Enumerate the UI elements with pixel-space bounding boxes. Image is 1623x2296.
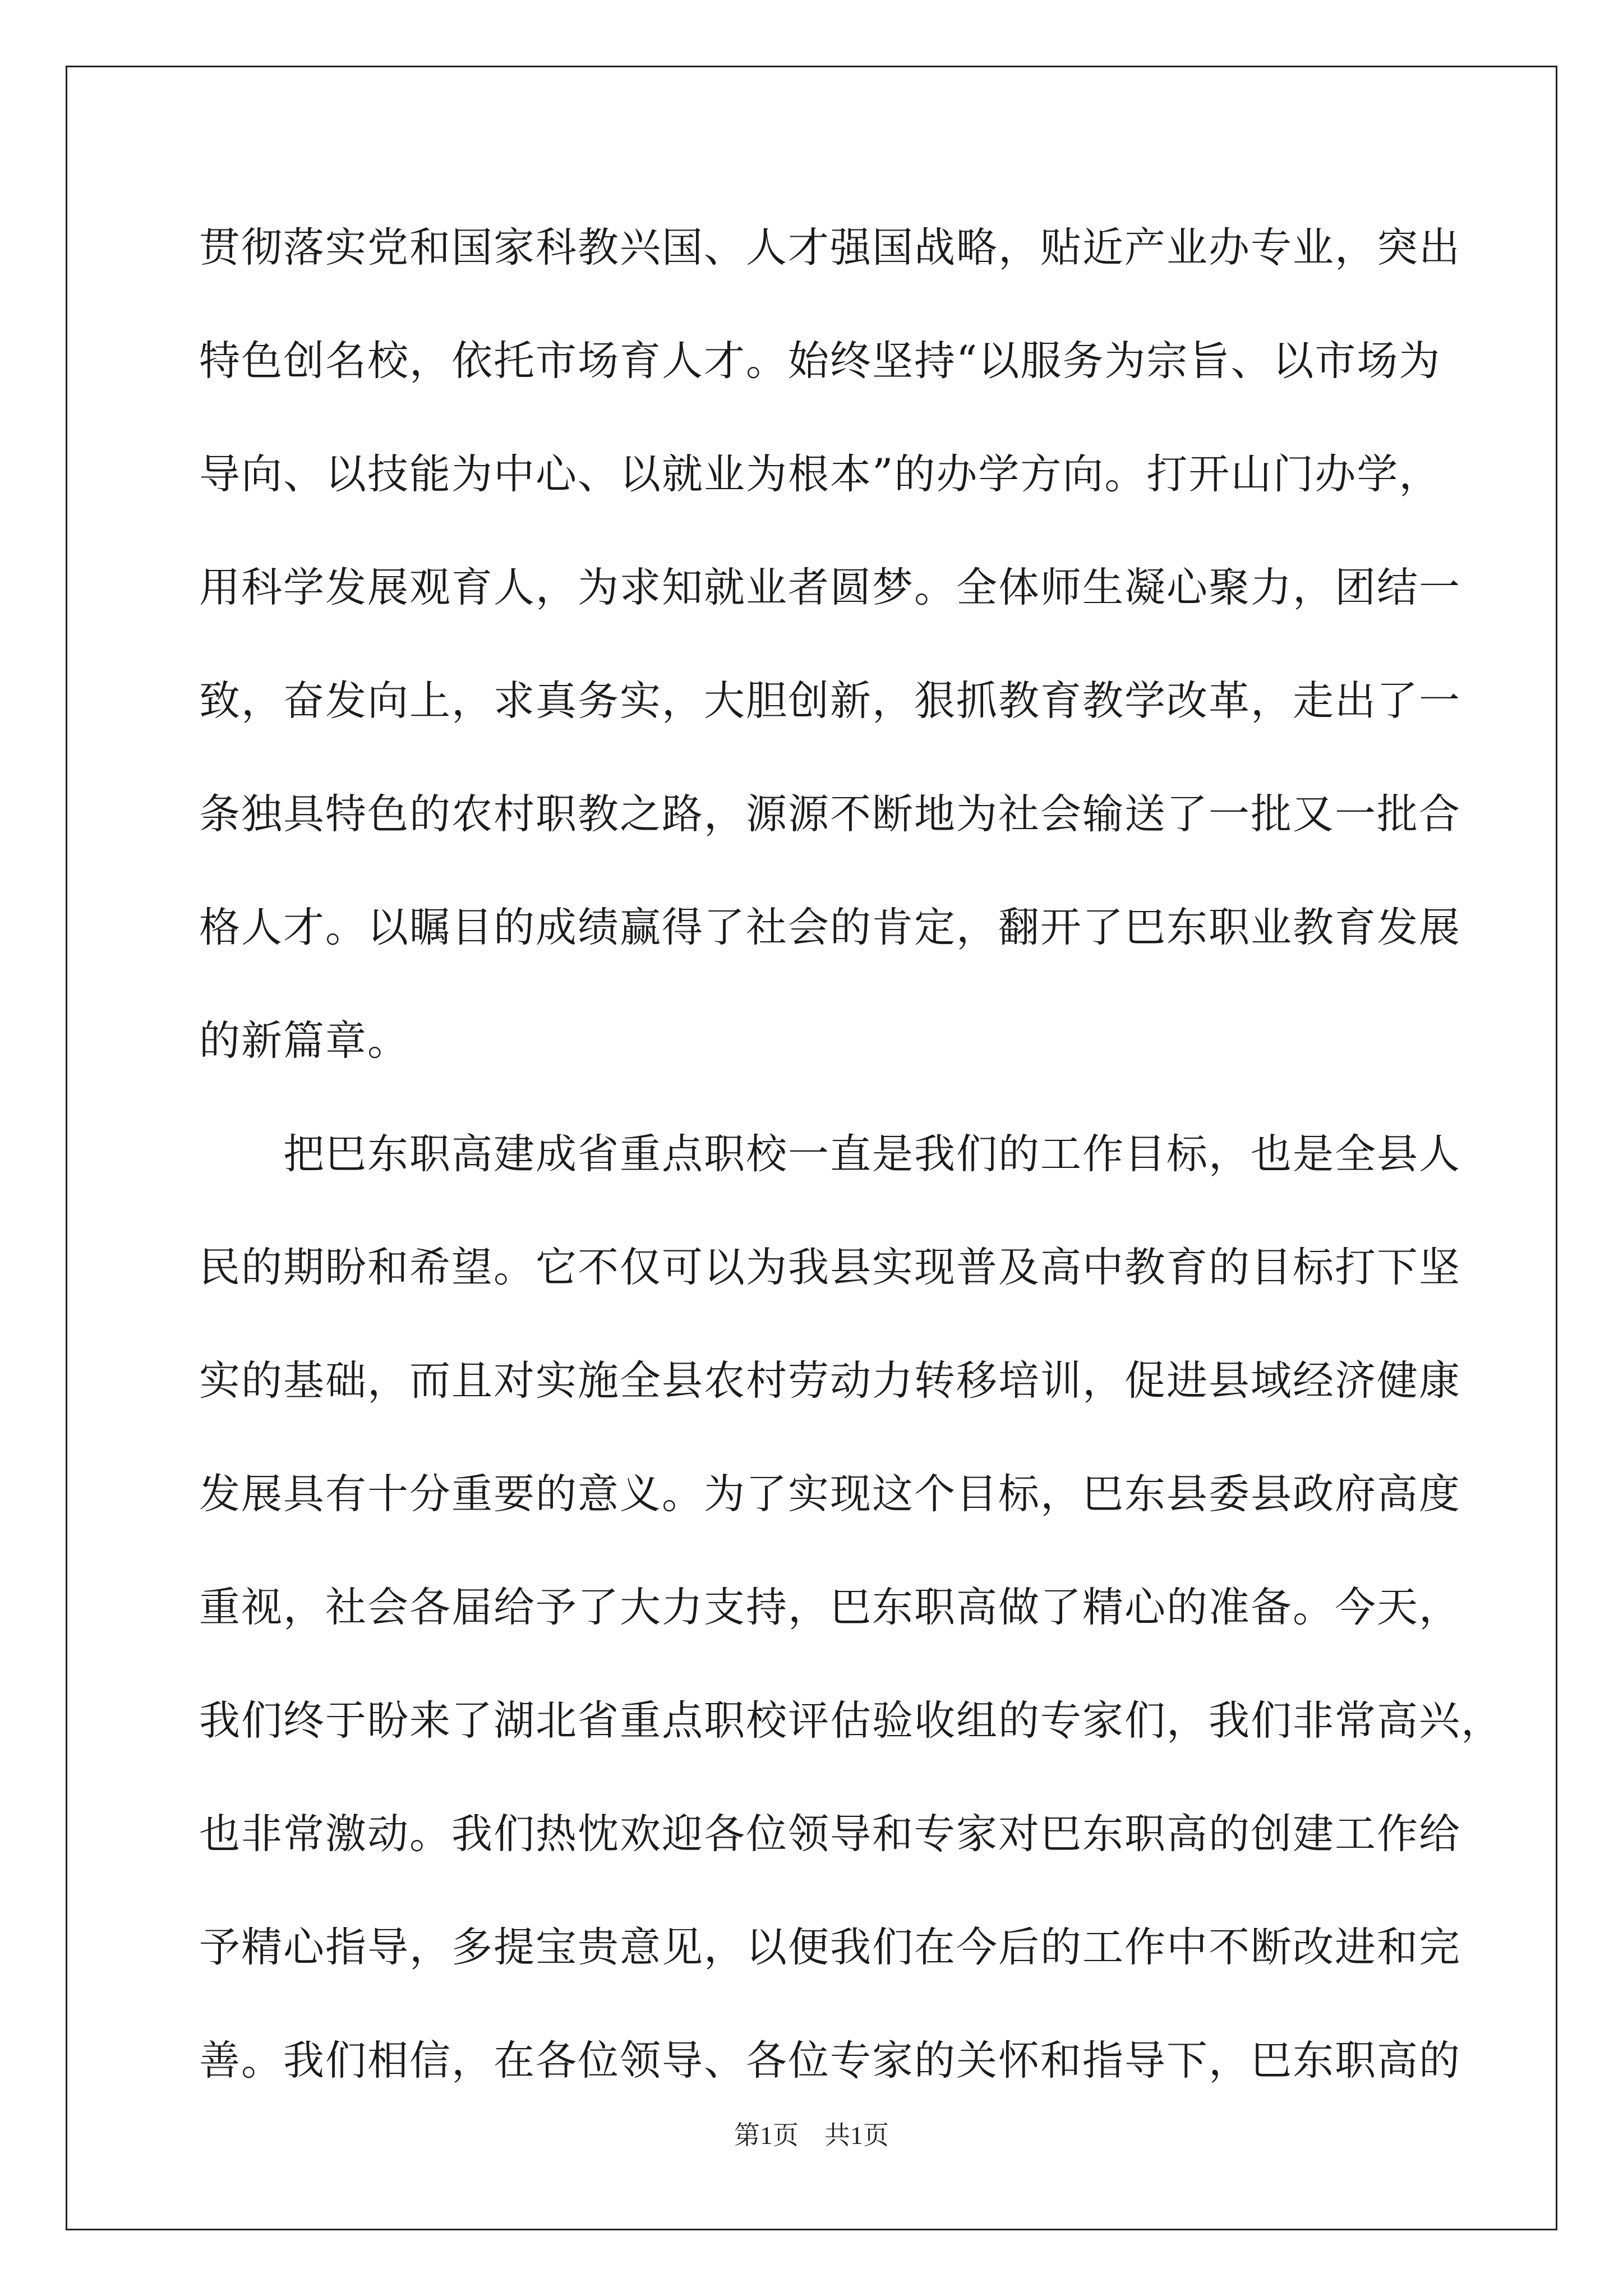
text-line: 用科学发展观育人，为求知就业者圆梦。全体师生凝心聚力，团结一 <box>199 564 1461 611</box>
text-line: 格人才。以瞩目的成绩赢得了社会的肯定，翻开了巴东职业教育发展 <box>199 904 1461 951</box>
text-line: 发展具有十分重要的意义。为了实现这个目标，巴东县委县政府高度 <box>199 1470 1461 1518</box>
page-number-label: 第1页 共1页 <box>734 2121 889 2150</box>
text-line: 善。我们相信，在各位领导、各位专家的关怀和指导下，巴东职高的 <box>199 2037 1461 2085</box>
text-line: 我们终于盼来了湖北省重点职校评估验收组的专家们，我们非常高兴， <box>199 1697 1503 1745</box>
text-line: 实的基础，而且对实施全县农村劳动力转移培训，促进县域经济健康 <box>199 1357 1461 1405</box>
page-footer <box>0 2115 1623 2152</box>
text-line: 把巴东职高建成省重点职校一直是我们的工作目标，也是全县人 <box>199 1130 1461 1178</box>
text-line: 致，奋发向上，求真务实，大胆创新，狠抓教育教学改革，走出了一 <box>199 677 1461 725</box>
text-line: 导向、以技能为中心、以就业为根本”的办学方向。打开山门办学， <box>199 450 1441 498</box>
text-line: 特色创名校，依托市场育人才。始终坚持“以服务为宗旨、以市场为 <box>199 337 1441 385</box>
text-line: 民的期盼和希望。它不仅可以为我县实现普及高中教育的目标打下坚 <box>199 1244 1461 1291</box>
text-line: 的新篇章。 <box>199 1017 409 1065</box>
text-line: 予精心指导，多提宝贵意见，以便我们在今后的工作中不断改进和完 <box>199 1924 1461 1971</box>
text-line: 也非常激动。我们热忱欢迎各位领导和专家对巴东职高的创建工作给 <box>199 1810 1461 1858</box>
text-line: 条独具特色的农村职教之路，源源不断地为社会输送了一批又一批合 <box>199 790 1461 838</box>
text-line: 重视，社会各届给予了大力支持，巴东职高做了精心的准备。今天， <box>199 1584 1461 1631</box>
text-line: 贯彻落实党和国家科教兴国、人才强国战略，贴近产业办专业，突出 <box>199 224 1461 272</box>
